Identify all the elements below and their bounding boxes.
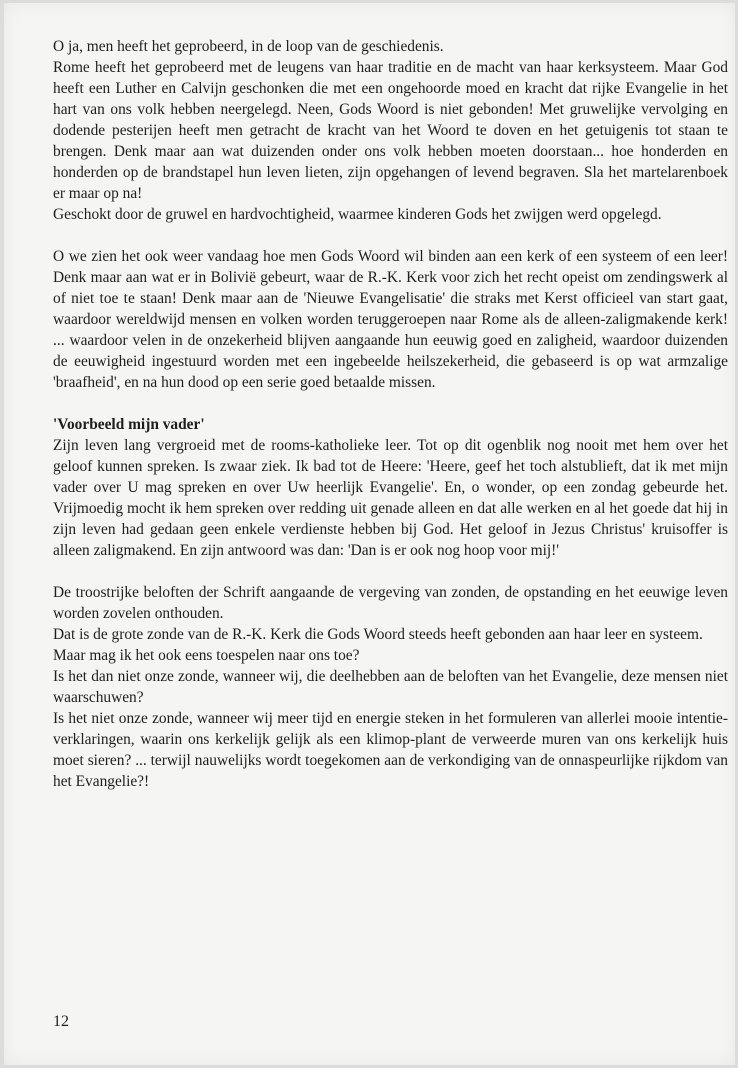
body-text: [53, 36, 728, 792]
page-number: 12: [53, 1013, 69, 1030]
paragraph-gap: [53, 225, 728, 246]
paragraph-gap: [53, 561, 728, 582]
paragraph: O we zien het ook weer vandaag hoe men Gods Woord wil binden aan een kerk of een systeem of een leer! Denk maar aan wat er in Bolivië gebeurt, waar de R.-K. Kerk voor zich het recht opeist om zendingswerk al of niet toe te staan! Denk maar aan de 'Nieuwe Evangelisatie' die straks met Kerst officieel van start gaat, waardoor wereldwijd mensen en volken worden teruggeroepen naar Rome als de alleen-zaligmakende kerk! ... waardoor velen in de onzekerheid blijven aangaande hun eeuwig goed en zaligheid, waardoor duizenden de eeuwigheid ingestuurd worden met een ingebeelde heilszekerheid, die gebaseerd is op wat armzalige 'braafheid', en na hun dood op een serie goed betaalde missen.: [53, 248, 728, 391]
paragraph: Dat is de grote zonde van de R.-K. Kerk die Gods Woord steeds heeft gebonden aan haar leer en systeem.: [53, 626, 703, 643]
paragraph: De troostrijke beloften der Schrift aangaande de vergeving van zonden, de opstanding en het eeuwige leven worden zovelen onthouden.: [53, 584, 728, 622]
section-heading: 'Voorbeeld mijn vader': [53, 416, 205, 433]
paragraph: Rome heeft het geprobeerd met de leugens van haar traditie en de macht van haar kerksysteem. Maar God heeft een Luther en Calvijn geschonken die met een ongehoorde moed en kracht dat rijke Evangelie in het hart van ons volk hebben neergelegd. Neen, Gods Woord is niet gebonden! Met gruwelijke vervolging en dodende pesterijen heeft men getracht de kracht van het Woord te doven en het getuigenis tot staan te brengen. Denk maar aan wat duizenden onder ons volk hebben moeten doorstaan... hoe honderden en honderden op de brandstapel hun leven lieten, zijn opgehangen of levend begraven. Sla het martelarenboek er maar op na!: [53, 59, 728, 202]
paragraph-gap: [53, 393, 728, 414]
paragraph: Is het dan niet onze zonde, wanneer wij, die deelhebben aan de beloften van het Evangelie, deze mensen niet waarschuwen?: [53, 668, 728, 706]
paragraph: Is het niet onze zonde, wanneer wij meer tijd en energie steken in het formuleren van allerlei mooie intentie-verklaringen, waarin ons kerkelijk gelijk als een klimop-plant de verweerde muren van ons kerkelijk huis moet sieren? ... terwijl nauwelijks wordt toegekomen aan de verkondiging van de onnaspeurlijke rijkdom van het Evangelie?!: [53, 710, 728, 790]
paragraph: Maar mag ik het ook eens toespelen naar ons toe?: [53, 647, 360, 664]
paragraph: O ja, men heeft het geprobeerd, in de loop van de geschiedenis.: [53, 38, 444, 55]
paragraph: Geschokt door de gruwel en hardvochtigheid, waarmee kinderen Gods het zwijgen werd opgelegd.: [53, 206, 662, 223]
paragraph: Zijn leven lang vergroeid met de rooms-katholieke leer. Tot op dit ogenblik nog nooit met hem over het geloof kunnen spreken. Is zwaar ziek. Ik bad tot de Heere: 'Heere, geef het toch alstublieft, dat ik met mijn vader over U mag spreken en over Uw heerlijk Evangelie'. En, o wonder, op een zondag gebeurde het. Vrijmoedig mocht ik hem spreken over redding uit genade alleen en dat alle werken en al het goede dat hij in zijn leven had gedaan geen enkele verdienste hebben bij God. Het geloof in Jezus Christus' kruisoffer is alleen zaligmakend. En zijn antwoord was dan: 'Dan is er ook nog hoop voor mij!': [53, 437, 728, 559]
document-page: [4, 3, 735, 1065]
